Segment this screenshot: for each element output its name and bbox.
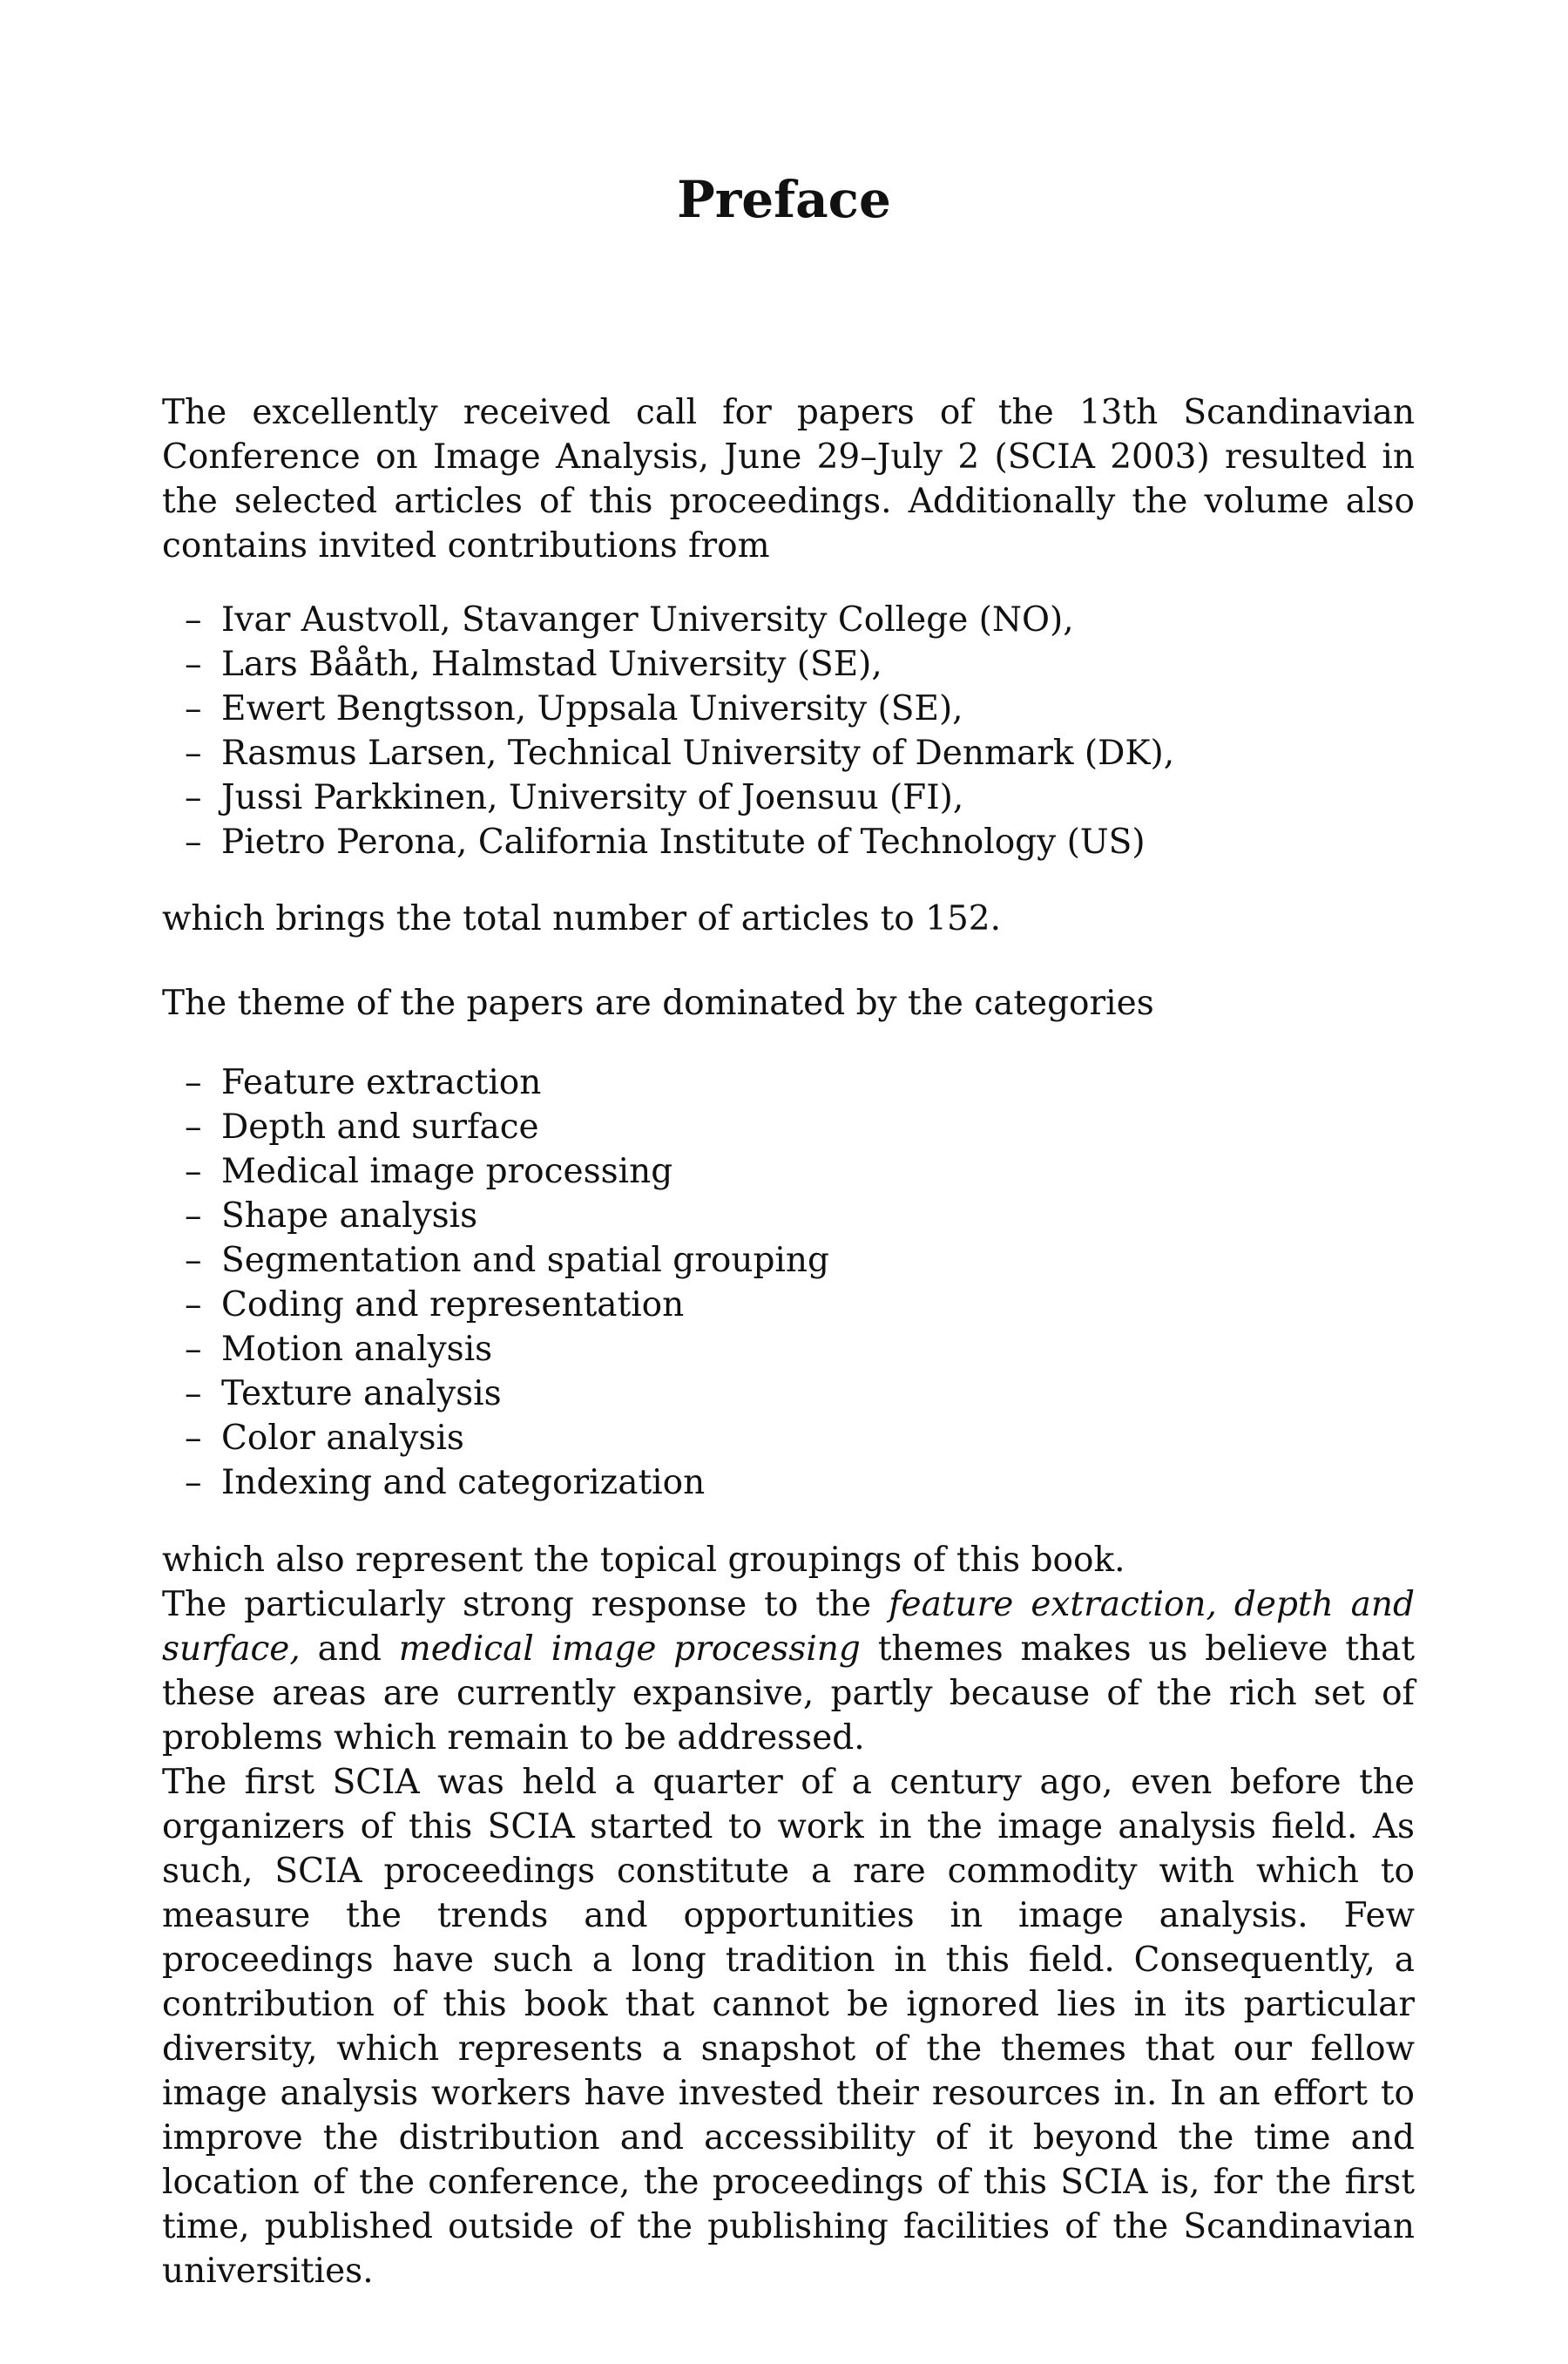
- list-item: – Depth and surface: [162, 1105, 1415, 1149]
- list-item: – Ewert Bengtsson, Uppsala University (SE),: [162, 687, 1415, 731]
- list-item: – Color analysis: [162, 1416, 1415, 1460]
- dash-marker: –: [185, 1285, 202, 1324]
- total-articles-line: which brings the total number of articles to 152.: [162, 899, 1001, 938]
- dash-marker: –: [185, 1063, 202, 1102]
- list-item: – Pietro Perona, California Institute of Technology (US): [162, 820, 1415, 864]
- intro-section: [162, 390, 1415, 568]
- dash-marker: –: [185, 1152, 202, 1191]
- emphasis-themes: feature extraction, depth and surface,: [162, 1585, 1415, 1669]
- list-item: – Indexing and categorization: [162, 1460, 1415, 1505]
- list-item: – Medical image processing: [162, 1149, 1415, 1194]
- dash-marker: –: [185, 778, 202, 817]
- invited-list-section: [162, 598, 1415, 864]
- invited-speakers-list: [162, 598, 1415, 864]
- dash-marker: –: [185, 1419, 202, 1458]
- dash-marker: –: [185, 1463, 202, 1502]
- dash-marker: –: [185, 1374, 202, 1413]
- dash-marker: –: [185, 734, 202, 773]
- dash-marker: –: [185, 689, 202, 728]
- total-section: [162, 897, 1415, 941]
- dash-marker: –: [185, 1107, 202, 1147]
- page-title: Preface: [677, 170, 891, 229]
- list-item: – Lars Bååth, Halmstad University (SE),: [162, 642, 1415, 687]
- theme-section: [162, 981, 1415, 1026]
- list-item: – Jussi Parkkinen, University of Joensuu (FI),: [162, 776, 1415, 820]
- closing-section: [162, 1538, 1415, 2293]
- list-item: – Coding and representation: [162, 1283, 1415, 1327]
- response-paragraph: The particularly strong response to the feature extraction, depth and surface, and medical image processing themes makes us believe that these areas are currently expansive, partly because of the rich set of problems which remain to be addressed.: [162, 1585, 1415, 1758]
- intro-paragraph: The excellently received call for papers of the 13th Scandinavian Conference on Image Analysis, June 29–July 2 (SCIA 2003) resulted in the selected articles of this proceedings. Additionally the volume also contains invited contributions from: [162, 393, 1415, 566]
- dash-marker: –: [185, 823, 202, 862]
- dash-marker: –: [185, 600, 202, 640]
- dash-marker: –: [185, 1241, 202, 1280]
- emphasis-medical: medical image processing: [398, 1629, 861, 1669]
- theme-intro-line: The theme of the papers are dominated by the categories: [162, 984, 1154, 1023]
- groupings-line: which also represent the topical groupings of this book.: [162, 1541, 1125, 1580]
- list-item: – Segmentation and spatial grouping: [162, 1238, 1415, 1283]
- dash-marker: –: [185, 1330, 202, 1369]
- dash-marker: –: [185, 1196, 202, 1236]
- categories-section: [162, 1060, 1415, 1505]
- list-item: – Ivar Austvoll, Stavanger University College (NO),: [162, 598, 1415, 642]
- list-item: – Motion analysis: [162, 1327, 1415, 1372]
- list-item: – Texture analysis: [162, 1372, 1415, 1416]
- list-item: – Shape analysis: [162, 1194, 1415, 1238]
- list-item: – Feature extraction: [162, 1060, 1415, 1105]
- history-paragraph: The first SCIA was held a quarter of a century ago, even before the organizers of this SCIA started to work in the image analysis field. As such, SCIA proceedings constitute a rare commodity with which to measure the trends and opportunities in image analysis. Few proceedings have such a long tradition in this field. Consequently, a contribution of this book that cannot be ignored lies in its particular diversity, which represents a snapshot of the themes that our fellow image analysis workers have invested their resources in. In an effort to improve the distribution and accessibility of it beyond the time and location of the conference, the proceedings of this SCIA is, for the first time, published outside of the publishing facilities of the Scandinavian universities.: [162, 1763, 1415, 2291]
- list-item: – Rasmus Larsen, Technical University of Denmark (DK),: [162, 731, 1415, 776]
- dash-marker: –: [185, 645, 202, 684]
- categories-list: [162, 1060, 1415, 1505]
